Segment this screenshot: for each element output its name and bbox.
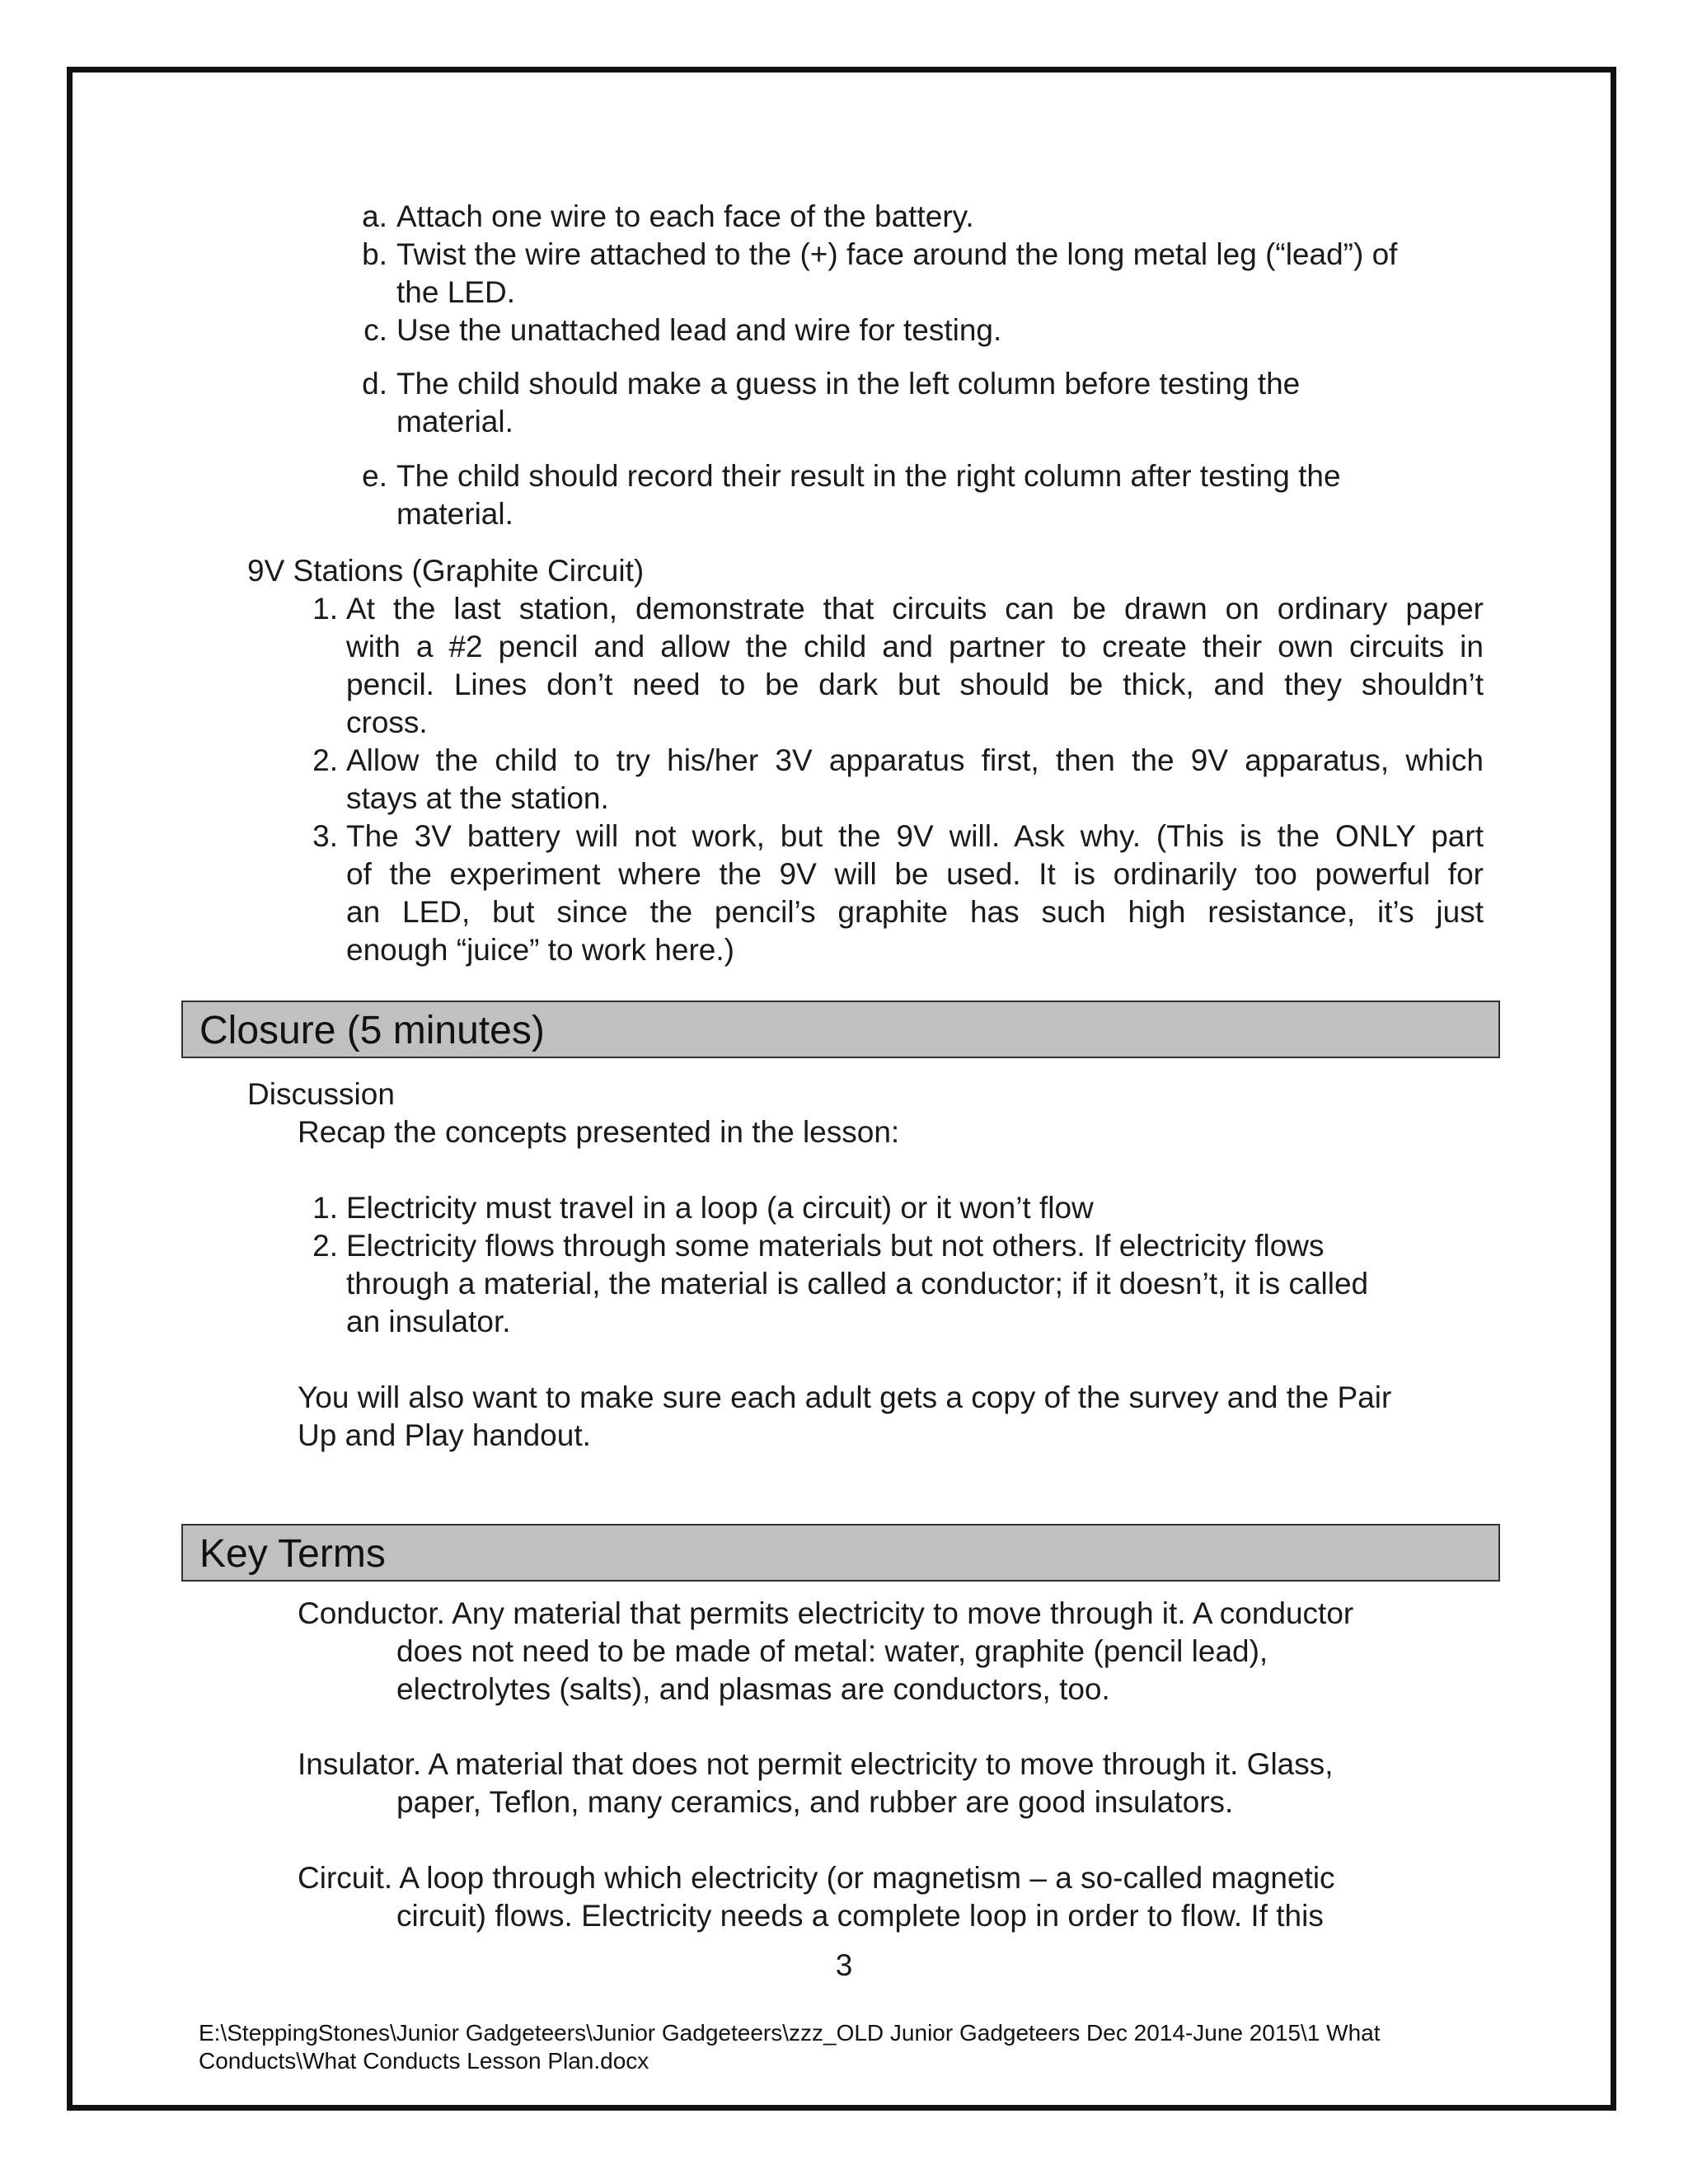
step-a-line: Attach one wire to each face of the battery. bbox=[396, 199, 974, 233]
step-c-line: Use the unattached lead and wire for testing. bbox=[396, 313, 1002, 347]
graphite-item-1-line-1: At the last station, demonstrate that circuits can be drawn on ordinary paper bbox=[346, 592, 1484, 626]
term-circuit-line-1: Circuit. A loop through which electricity (or magnetism – a so-called magnetic bbox=[298, 1861, 1335, 1895]
graphite-title: 9V Stations (Graphite Circuit) bbox=[247, 554, 645, 588]
term-conductor-line-2: does not need to be made of metal: water, graphite (pencil lead), bbox=[396, 1634, 1268, 1668]
closure-item-2-line-3: an insulator. bbox=[346, 1305, 511, 1338]
step-e-line-1: The child should record their result in the right column after testing the bbox=[396, 459, 1341, 493]
step-marker-c: c. bbox=[363, 313, 387, 347]
step-marker-b: b. bbox=[362, 237, 387, 271]
graphite-item-2-line-2: stays at the station. bbox=[346, 781, 609, 815]
graphite-marker-3: 3. bbox=[312, 819, 338, 853]
graphite-item-1-line-2: with a #2 pencil and allow the child and partner to create their own circuits in bbox=[346, 630, 1484, 663]
graphite-item-1-line-4: cross. bbox=[346, 705, 428, 739]
step-d-line-2: material. bbox=[396, 405, 513, 438]
closure-marker-1: 1. bbox=[312, 1191, 338, 1225]
term-conductor-line-1: Conductor. Any material that permits electricity to move through it. A conductor bbox=[298, 1596, 1354, 1630]
closure-heading-bar bbox=[181, 1001, 1500, 1058]
closure-recap: Recap the concepts presented in the lesson: bbox=[298, 1115, 900, 1149]
closure-note-line-2: Up and Play handout. bbox=[298, 1418, 591, 1452]
closure-heading: Closure (5 minutes) bbox=[199, 1009, 545, 1052]
key-terms-heading-bar bbox=[181, 1524, 1500, 1582]
step-b-line-1: Twist the wire attached to the (+) face around the long metal leg (“lead”) of bbox=[396, 237, 1398, 271]
term-insulator-line-2: paper, Teflon, many ceramics, and rubber are good insulators. bbox=[396, 1785, 1234, 1819]
footer-line-2: Conducts\What Conducts Lesson Plan.docx bbox=[199, 2048, 649, 2074]
graphite-item-3-line-4: enough “juice” to work here.) bbox=[346, 933, 734, 967]
closure-item-1-line-1: Electricity must travel in a loop (a circuit) or it won’t flow bbox=[346, 1191, 1094, 1225]
graphite-marker-1: 1. bbox=[312, 592, 338, 626]
graphite-item-3-line-1: The 3V battery will not work, but the 9V will. Ask why. (This is the ONLY part bbox=[346, 819, 1484, 853]
term-insulator-line-1: Insulator. A material that does not permit electricity to move through it. Glass, bbox=[298, 1747, 1334, 1781]
graphite-item-1-line-3: pencil. Lines don’t need to be dark but should be thick, and they shouldn’t bbox=[346, 668, 1484, 701]
closure-item-2-line-1: Electricity flows through some materials but not others. If electricity flows bbox=[346, 1229, 1325, 1263]
step-d-line-1: The child should make a guess in the left column before testing the bbox=[396, 367, 1301, 401]
term-conductor-line-3: electrolytes (salts), and plasmas are conductors, too. bbox=[396, 1672, 1110, 1706]
footer-line-1: E:\SteppingStones\Junior Gadgeteers\Junior Gadgeteers\zzz_OLD Junior Gadgeteers Dec 2014-June 2015\1 What bbox=[199, 2020, 1381, 2046]
closure-marker-2: 2. bbox=[312, 1229, 338, 1263]
page-number: 3 bbox=[835, 1948, 853, 1982]
closure-note-line-1: You will also want to make sure each adult gets a copy of the survey and the Pair bbox=[298, 1380, 1392, 1414]
step-marker-a: a. bbox=[362, 199, 387, 233]
step-e-line-2: material. bbox=[396, 497, 513, 531]
graphite-item-3-line-2: of the experiment where the 9V will be used. It is ordinarily too powerful for bbox=[346, 857, 1484, 891]
closure-discussion-label: Discussion bbox=[247, 1077, 395, 1111]
term-circuit-line-2: circuit) flows. Electricity needs a complete loop in order to flow. If this bbox=[396, 1899, 1324, 1933]
step-marker-e: e. bbox=[362, 459, 387, 493]
closure-item-2-line-2: through a material, the material is called a conductor; if it doesn’t, it is called bbox=[346, 1267, 1369, 1301]
graphite-marker-2: 2. bbox=[312, 743, 338, 777]
key-terms-heading: Key Terms bbox=[199, 1532, 386, 1576]
step-b-line-2: the LED. bbox=[396, 275, 515, 309]
step-marker-d: d. bbox=[362, 367, 387, 401]
graphite-item-3-line-3: an LED, but since the pencil’s graphite has such high resistance, it’s just bbox=[346, 895, 1484, 929]
graphite-item-2-line-1: Allow the child to try his/her 3V apparatus first, then the 9V apparatus, which bbox=[346, 743, 1484, 777]
